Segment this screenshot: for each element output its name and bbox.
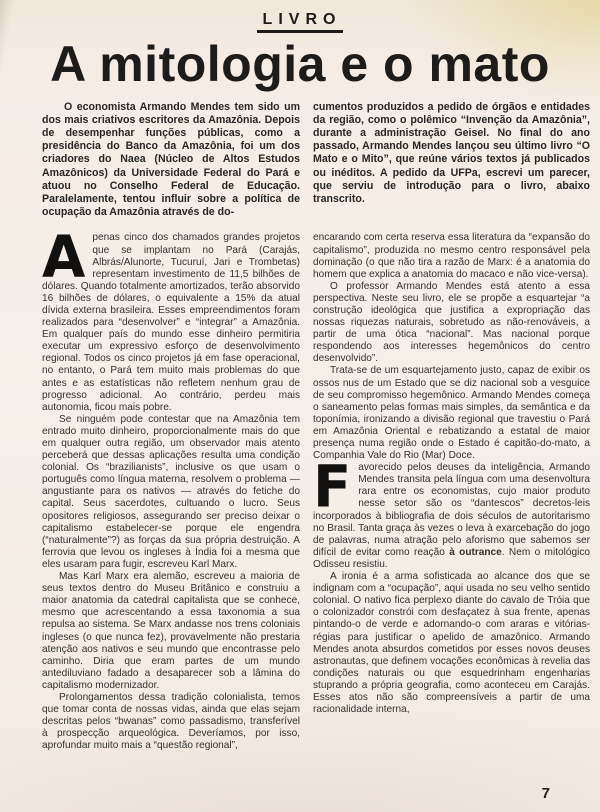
text-run: avorecido pelos deuses da inteligência, Armando Mendes transita pela língua com uma desenvoltura rara entre os economistas, cujo maior produto nesse setor são os “dantescos” decretos-leis incorporados à bibliografia de dois séculos de autoritarismo no Brasil. Tanta graça às vezes o leva à exarcebação do jogo de palavras, numa atração pelo aforismo que sabemos ser difícil de evitar como reação xyxy=(313,462,590,558)
section-label: LIVRO xyxy=(257,11,344,33)
paragraph xyxy=(313,571,590,716)
paragraph xyxy=(313,232,590,280)
text-run: A ironia é a arma sofisticada ao alcance dos que se indignam com a “ocupação”, aqui usada no seu velho sentido colonial. O nativo fica perplexo diante do cavalo de Tróia que o colonizador constrói com desfaçatez à sua frente, apenas pintando-o de verde e adornando-o com araras e vitórias-régias para justificar o apelido de amazônico. Armando Mendes anota absurdos cometidos por esses novos deuses astronautas, que definem vocações econômicas à revelia das condições naturais ou que esquedrinham engenharias stuprando a própria geografia, como aconteceu em Carajás. Esses atos não são compreensíveis a partir de uma racionalidade interna, xyxy=(313,571,590,716)
text-run: penas cinco dos chamados grandes projetos que se implantam no Pará (Carajás, Albrás/Alunorte, Tucuruí, Jari e Trombetas) representam investimento de 11,5 bilhões de dólares. Quando totalmente amortizados, terão absorvido 16 bilhões de dólares, o equivalente a 15% da atual dívida externa brasileira. Esses empreendimentos foram realizados para “desenvolver” e “integrar” a Amazônia. Em qualquer país do mundo esse dinheiro permitiria executar um expressivo esforço de desenvolvimento regional. Todos os cinco projetos já em fase operacional, no entanto, o Pará tem muito mais problemas do que antes e as estatísticas não refletem nenhum grau de progresso adicional. Ao contrário, perdeu mais autonomia, ficou mais pobre. xyxy=(42,232,300,413)
text-run: encarando com certa reserva essa literatura da “expansão do capitalismo”, produzida no mesmo centro responsável pela dominação (o que não tira a razão de Marx: é a anatomia do homem que explica a anatomia do macaco e não vice-versa). xyxy=(313,232,590,280)
article-headline: A mitologia e o mato xyxy=(50,35,550,92)
paragraph xyxy=(313,365,590,462)
body-column-left xyxy=(42,224,300,752)
text-run: Se ninguém pode contestar que na Amazônia tem entrado muito dinheiro, proporcionalmente mais do que em qualquer outra região, um observador mais atento perceberá que dessas aplicações resulta uma condição colonial. Os “brazilianists”, inclusive os que usam o português como língua materna, resolvem o problema — angustiante para os nativos — através do fetiche do capital. Seus sacerdotes, cultuando o lucro. Seus opositores religiosos, assegurando ser preciso deixar o capitalismo estabelecer-se porque ele engendra (“naturalmente”?) as forças da sua própria destruição. A ferrovia que levou os ingleses à Índia foi a mesma que eles usaram para fugir, escreveu Karl Marx. xyxy=(42,413,300,570)
text-run: . Nem o mitológico Odisseu resistiu. xyxy=(313,546,590,570)
text-run: Trata-se de um esquartejamento justo, capaz de exibir os ossos nus de um Estado que se diz nacional sob a vesguice de seu compromisso hegemônico. Armando Mendes começa o saneamento pelas formas mais simples, da semântica e da toponímia, ironizando a divisão regional que travestiu o Pará em Amazônia Oriental e rebatizando a estatal de maior presença numa região onde o Estado é capitão-do-mato, a Companhia Vale do Rio (Mar) Doce. xyxy=(313,365,590,462)
paragraph xyxy=(313,453,590,571)
paragraph xyxy=(313,101,590,207)
body-column-right xyxy=(313,232,590,752)
article-content xyxy=(42,101,590,753)
text-run: cumentos produzidos a pedido de órgãos e entidades da região, como o polêmico “Invenção da Amazônia”, durante a administração Geisel. No final do ano passado, Armando Mendes lançou seu último livro “O Mato e o Mito”, que reúne vários textos já publicados ou inéditos. A pedido da UFPa, escrevi um parecer, que serviu de introdução para o livro, abaixo transcrito. xyxy=(313,100,590,206)
paragraph xyxy=(313,281,590,366)
drop-cap: A xyxy=(42,224,86,292)
paragraph xyxy=(42,224,300,413)
text-run: Prolongamentos dessa tradição colonialista, temos que tomar conta de nossas vidas, ainda que elas sejam descritas pelos “bwanas” como passadismo, transferível à prospecção arqueológica. Deveríamos, por isso, aprofundar muito mais a “questão regional”, xyxy=(42,691,300,752)
intro-column-right xyxy=(313,101,590,220)
intro-column-left xyxy=(42,101,300,220)
paragraph xyxy=(42,101,300,220)
text-run: O economista Armando Mendes tem sido um dos mais criativos escritores da Amazônia. Depois de desempenhar funções públicas, como a presidência do Banco da Amazônia, foi um dos criadores do Naea (Núcleo de Altos Estudos Amazônicos) da Universidade Federal do Pará e atuou no Conselho Federal de Educação. Paralelamente, tentou influir sobre a política de ocupação da Amazônia através de do- xyxy=(42,100,300,219)
paragraph xyxy=(42,414,300,571)
drop-cap: F xyxy=(313,453,352,522)
paragraph xyxy=(42,571,300,692)
bold-text: à outrance xyxy=(449,546,502,558)
text-run: O professor Armando Mendes está atento a essa perspectiva. Neste seu livro, ele se propõe a esquartejar “a construção ideológica que justifica a expropriação das nossas riquezas naturais, sobretudo as não-renováveis, a partir de uma ótica “nacional”. Mas nacional porque respondendo aos interesses hegemônicos do centro desenvolvido”. xyxy=(313,280,590,365)
text-run: Mas Karl Marx era alemão, escreveu a maioria de seus textos dentro do Museu Britânico e construiu a maior anatomia da catedral capitalista que se conhece, mesmo que acrescentando a essa taxonomia a sua repulsa ao sistema. Se Marx andasse nos trens coloniais ingleses (o que nunca fez), provavelmente não prestaria atenção aos nativos e seu mundo que encontrasse pelo caminho. Diria que eram partes de um mundo antediluviano fadado a desaparecer sob a lâmina do capitalismo modernizador. xyxy=(42,571,300,691)
paragraph xyxy=(42,692,300,752)
section-kicker xyxy=(0,11,600,33)
page-number: 7 xyxy=(541,785,550,802)
body-block xyxy=(42,224,590,752)
intro-block xyxy=(42,101,590,220)
